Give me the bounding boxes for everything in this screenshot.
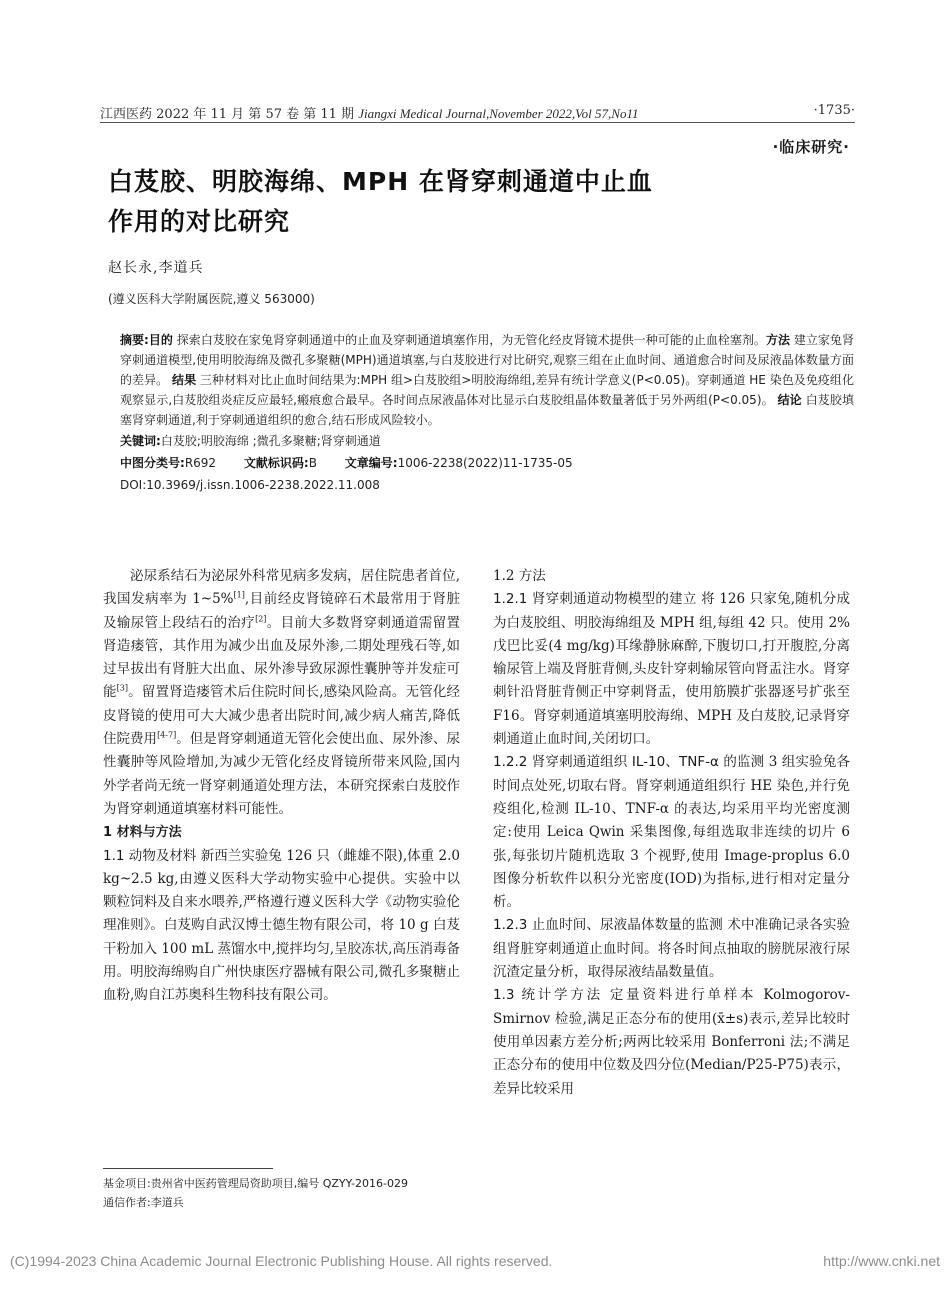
footnote-corresponding-author: 通信作者:李道兵 — [103, 1196, 184, 1209]
footnote-fund: 基金项目:贵州省中医药管理局资助项目,编号 QZYY-2016-029 — [103, 1177, 408, 1190]
footnote-divider — [103, 1168, 273, 1169]
section-heading-1: 1 材料与方法 — [103, 825, 182, 841]
clc-label: 中图分类号: — [120, 456, 185, 470]
paragraph-1-2-2 — [493, 751, 850, 914]
doc-code-label: 文献标识码: — [243, 456, 309, 470]
conclusion-text: 白芨胶填塞肾穿刺通道,利于穿刺通道组织的愈合,结石形成风险较小。 — [120, 393, 854, 427]
keywords-line — [120, 431, 854, 452]
reference-marker: [3] — [116, 683, 128, 693]
header-page-number: ·1735· — [813, 103, 855, 118]
paragraph-1-2-3-text: 术中准确记录各实验组肾脏穿刺通道止血时间。将各时间点抽取的膀胱尿液行尿沉渣定量分析，取得尿液结晶数量值。 — [493, 917, 850, 981]
keywords-label: 关键词: — [120, 434, 161, 448]
abstract-label: 摘要: — [120, 333, 149, 347]
running-header — [100, 100, 855, 124]
clc-value: R692 — [184, 456, 217, 470]
footnote-block — [103, 1174, 408, 1212]
result-text: 三种材料对比止血时间结果为:MPH 组>白芨胶组>明胶海绵组,差异有统计学意义(P<0.05)。穿刺通道 HE 染色及免疫组化观察显示,白芨胶组炎症反应最轻,瘢痕愈合最早。各时间点尿液晶体对比显示白芨胶组晶体数量著低于另外两组(P<0.05)。 — [120, 373, 854, 407]
doi-line: DOI:10.3969/j.issn.1006-2238.2022.11.008 — [120, 478, 380, 492]
intro-text-3: 。目前大多数肾穿刺通道需留置肾造瘘管，其作用为减少出血及尿外渗,二期处理残石等,如过早拔出有肾脏大出血、尿外渗导致尿源性囊肿等并发症可能 — [103, 614, 461, 701]
conclusion-label: 结论 — [777, 393, 802, 407]
left-column — [103, 565, 460, 1008]
paragraph-1-1 — [103, 845, 460, 1008]
header-divider — [100, 122, 855, 123]
subheading-1-2-1: 1.2.1 肾穿刺通道动物模型的建立 — [493, 591, 697, 608]
intro-text-4: 。留置肾造瘘管术后住院时间长,感染风险高。无管化经皮肾镜的使用可大大减少患者出院时间,减少病人痛苦,降低住院费用 — [103, 684, 461, 748]
abstract-block — [120, 330, 854, 496]
paragraph-1-2-1 — [493, 588, 850, 751]
classification-line — [120, 453, 854, 474]
header-issue-cn: 2022 年 11 月 第 57 卷 第 11 期 — [156, 107, 355, 122]
header-journal-cn: 江西医药 — [100, 107, 153, 122]
paragraph-1-2-2-text: 3 组实验兔各时间点处死,切取右肾。肾穿刺通道组织行 HE 染色,并行免疫组化,检测 IL-10、TNF-α 的表达,均采用平均光密度测定:使用 Leica Qwin 采集图像,每组选取非连续的切片 6 张,每张切片随机选取 3 个视野,使用 Image-proplus 6.0 图像分析软件以积分光密度(IOD)为指标,进行相对定量分析。 — [493, 754, 850, 911]
paragraph-1-2-3 — [493, 914, 850, 984]
article-number-value: 1006-2238(2022)11-1735-05 — [397, 456, 573, 470]
right-column — [493, 565, 850, 1101]
copyright-text: (C)1994-2023 China Academic Journal Electronic Publishing House. All rights reserved. — [10, 1253, 553, 1269]
paragraph-1-3 — [493, 984, 850, 1100]
article-authors: 赵长永,李道兵 — [108, 260, 204, 276]
article-number-label: 文章编号: — [344, 456, 398, 470]
article-title: 白芨胶、明胶海绵、MPH 在肾穿刺通道中止血作用的对比研究 — [108, 167, 653, 236]
reference-marker: [2] — [255, 614, 267, 624]
subheading-1-3: 1.3 统计学方法 — [493, 987, 603, 1004]
subheading-1-2-2: 1.2.2 肾穿刺通道组织 IL-10、TNF-α 的监测 — [493, 754, 765, 771]
paragraph-1-1-text: 新西兰实验兔 126 只（雌雄不限),体重 2.0 kg~2.5 kg,由遵义医科大学动物实验中心提供。实验中以颗粒饲料及自来水喂养,严格遵行遵义医科大学《动物实验伦理准则》。白芨购自武汉博士德生物有限公司，将 10 g 白芨干粉加入 100 mL 蒸馏水中,搅拌均匀,呈胶冻状,高压消毒备用。明胶海绵购自广州快康医疗器械有限公司,微孔多聚糖止血粉,购自江苏奥科生物科技有限公司。 — [103, 847, 461, 1004]
intro-text-5: 。但是肾穿刺通道无管化会使出血、尿外渗、尿性囊肿等风险增加,为减少无管化经皮肾镜所带来风险,国内外学者尚无统一肾穿刺通道处理方法，本研究探索白芨胶作为肾穿刺通道填塞材料可能性。 — [103, 731, 461, 817]
method-label: 方法 — [765, 333, 791, 347]
paragraph-1-2-1-text: 将 126 只家兔,随机分成为白芨胶组、明胶海绵组及 MPH 组,每组 42 只。使用 2%戊巴比妥(4 mg/kg)耳缘静脉麻醉,下腹切口,打开腹腔,分离输尿管上端及肾脏背侧,头皮针穿刺输尿管向肾盂注水。肾穿刺针沿肾脏背侧正中穿刺肾盂，使用筋膜扩张器逐号扩张至 F16。肾穿刺通道填塞明胶海绵、MPH 及白芨胶,记录肾穿刺通道止血时间,关闭切口。 — [493, 591, 850, 748]
subheading-1-2: 1.2 方法 — [493, 568, 546, 584]
paragraph-1-3-text: 定量资料进行单样本 Kolmogorov-Smirnov 检验,满足正态分布的使用(x̄±s)表示,差异比较时使用单因素方差分析;两两比较采用 Bonferroni 法;不满足正态分布的使用中位数及四分位(Median/P25-P75)表示，差异比较采用 — [493, 987, 850, 1097]
method-text: 建立家兔肾穿刺通道模型,使用明胶海绵及微孔多聚糖(MPH)通道填塞,与白芨胶进行对比研究,观察三组在止血时间、通道愈合时间及尿液晶体数量方面的差异。 — [120, 333, 854, 387]
copyright-url: http://www.cnki.net — [823, 1253, 940, 1269]
abstract-text — [120, 330, 854, 430]
subheading-1-2-3: 1.2.3 止血时间、尿液晶体数量的监测 — [493, 917, 723, 934]
section-tag: ·临床研究· — [772, 138, 850, 156]
objective-label: 目的 — [148, 333, 173, 347]
reference-marker: [1] — [233, 590, 245, 600]
header-journal-en: Jiangxi Medical Journal,November 2022,Vol 57,No11 — [358, 106, 639, 121]
subheading-1-1: 1.1 动物及材料 — [103, 847, 197, 864]
objective-text: 探索白芨胶在家兔肾穿刺通道中的止血及穿刺通道填塞作用，为无管化经皮肾镜术提供一种可能的止血栓塞剂。 — [176, 333, 766, 347]
intro-paragraph — [103, 565, 460, 821]
author-affiliation: (遵义医科大学附属医院,遵义 563000) — [108, 292, 315, 306]
keywords-value: 白芨胶;明胶海绵 ;微孔多聚糖;肾穿刺通道 — [160, 434, 381, 448]
intro-text-1: 泌尿系结石为泌尿外科常见病多发病，居住院患者首位,我国发病率为 1~5% — [103, 568, 460, 608]
copyright-watermark — [10, 1253, 940, 1269]
reference-marker: [4-7] — [157, 730, 177, 740]
result-label: 结果 — [172, 373, 197, 387]
intro-text-2: ,目前经皮肾镜碎石术最常用于肾脏及输尿管上段结石的治疗 — [103, 591, 461, 631]
header-journal-info — [100, 103, 639, 122]
doc-code-value: B — [308, 456, 317, 470]
